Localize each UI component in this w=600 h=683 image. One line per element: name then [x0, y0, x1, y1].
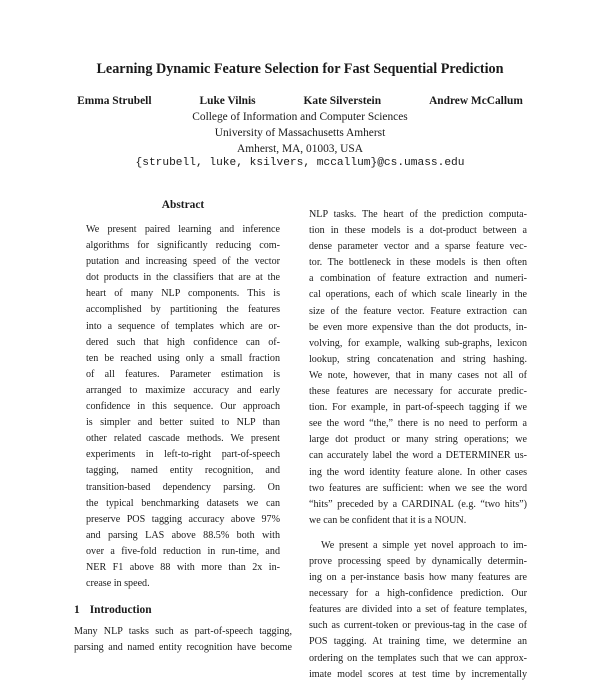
text-line: be even more expensive than the dot products, in-	[309, 321, 527, 333]
text-line: We note, however, that in many cases not all of	[309, 369, 527, 381]
text-line: size of the feature vector. Feature extraction can	[309, 305, 527, 317]
text-line: parsing and named entity recognition have become	[74, 642, 292, 654]
text-line: Many NLP tasks such as part-of-speech tagging,	[74, 626, 292, 638]
section-heading	[74, 604, 292, 616]
author-name: Andrew McCallum	[429, 95, 523, 107]
text-line: is simpler and better suited to NLP than	[86, 417, 280, 429]
text-line: crease in speed.	[86, 578, 150, 590]
text-line: NER F1 above 88 with more than 2x in-	[86, 561, 280, 573]
author-emails: {strubell, luke, ksilvers, mccallum}@cs.umass.edu	[135, 157, 465, 169]
text-line: these features are necessary for accurate predic-	[309, 386, 527, 398]
left-column	[74, 199, 292, 656]
text-line: confidence in this sequence. Our approach	[86, 401, 280, 413]
text-line: large dot product or many string operations; we	[309, 434, 527, 446]
text-line: POS tagging. At training time, we determine an	[309, 636, 527, 648]
text-line: see the word “the,” there is no need to perform a	[309, 418, 527, 430]
text-line: other related cascade methods. We present	[86, 433, 280, 445]
paragraph	[309, 207, 527, 529]
text-line: We present a simple yet novel approach to im-	[321, 539, 527, 551]
text-line: imate model scores at test time by incrementally	[309, 668, 527, 680]
text-line: algorithms for significantly reducing com-	[86, 240, 280, 252]
text-line: can accurately label the word a DETERMINER us-	[309, 450, 527, 462]
author-name: Emma Strubell	[77, 95, 152, 107]
text-line: a combination of feature extraction and numeri-	[309, 273, 527, 285]
text-line: dense parameter vector and a sparse feature vec-	[309, 241, 527, 253]
text-line: NLP tasks. The heart of the prediction computa-	[309, 209, 527, 220]
text-line: tion in these models is a dot-product between a	[309, 225, 527, 237]
text-line: the typical benchmarking datasets we can	[86, 497, 280, 509]
text-line: prove processing speed by dynamically determin-	[309, 555, 527, 567]
text-line: over a five-fold reduction in run-time, and	[86, 545, 280, 557]
text-line: arranged to maximize accuracy and early	[86, 384, 280, 396]
text-line: “hits” preceded by a CARDINAL (e.g. “two hits”)	[309, 498, 527, 510]
paragraph	[309, 538, 527, 683]
intro-body	[74, 624, 292, 656]
text-line: ing the word identity feature alone. In other cases	[309, 466, 527, 478]
text-line: accomplished by partitioning the features	[86, 304, 280, 316]
text-line: we can be confident that it is a NOUN.	[309, 514, 467, 526]
author-list	[0, 95, 600, 107]
abstract-body	[74, 222, 292, 592]
paper-title: Learning Dynamic Feature Selection for Fast Sequential Prediction	[96, 61, 504, 77]
text-line: We present paired learning and inference	[86, 224, 280, 235]
section-number: 1	[74, 604, 80, 617]
section-title: Introduction	[89, 604, 152, 617]
text-line: preserve POS tagging accuracy above 97%	[86, 513, 280, 525]
text-line: features are divided into a set of feature templates,	[309, 604, 527, 616]
text-line: transition-based dependency parsing. On	[86, 481, 280, 493]
text-line: tor. The bottleneck in these models is then often	[309, 257, 527, 269]
text-line: volving, for example, walking sub-graphs, lexicon	[309, 337, 527, 349]
text-line: tagging, named entity recognition, and	[86, 465, 280, 477]
text-line: necessary for a high-confidence prediction. Our	[309, 588, 527, 600]
affiliation-line: College of Information and Computer Sciences	[192, 111, 408, 123]
abstract-heading: Abstract	[161, 199, 205, 211]
text-line: of all features. Parameter estimation is	[86, 368, 280, 380]
text-line: two features are sufficient: when we see the word	[309, 482, 527, 494]
affiliation-line: Amherst, MA, 01003, USA	[237, 143, 363, 155]
author-name: Kate Silverstein	[303, 95, 382, 107]
text-line: cal operations, each of which scale linearly in the	[309, 289, 527, 301]
text-line: such as current-token or previous-tag in the case of	[309, 620, 527, 632]
affiliation-line: University of Massachusetts Amherst	[214, 127, 386, 139]
text-line: ten be reached using only a small fraction	[86, 352, 280, 364]
text-line: tion. For example, in part-of-speech tagging if we	[309, 402, 527, 414]
text-line: heart of many NLP components. This is	[86, 288, 280, 300]
text-line: ordering on the templates such that we can approx-	[309, 652, 527, 664]
text-line: dered such that high confidence can of-	[86, 336, 280, 348]
text-line: into a sequence of templates which are or-	[86, 320, 280, 332]
right-column	[309, 207, 527, 683]
author-name: Luke Vilnis	[199, 95, 256, 107]
text-line: ing on a per-instance basis how many features are	[309, 572, 527, 584]
text-line: and parsing LAS above 88.5% both with	[86, 529, 280, 541]
text-line: experiments in left-to-right part-of-speech	[86, 449, 280, 461]
text-line: dot products in the classifiers that are at the	[86, 272, 280, 284]
text-line: putation and increasing speed of the vector	[86, 256, 280, 268]
text-line: lookup, string concatenation and string hashing.	[309, 353, 527, 365]
